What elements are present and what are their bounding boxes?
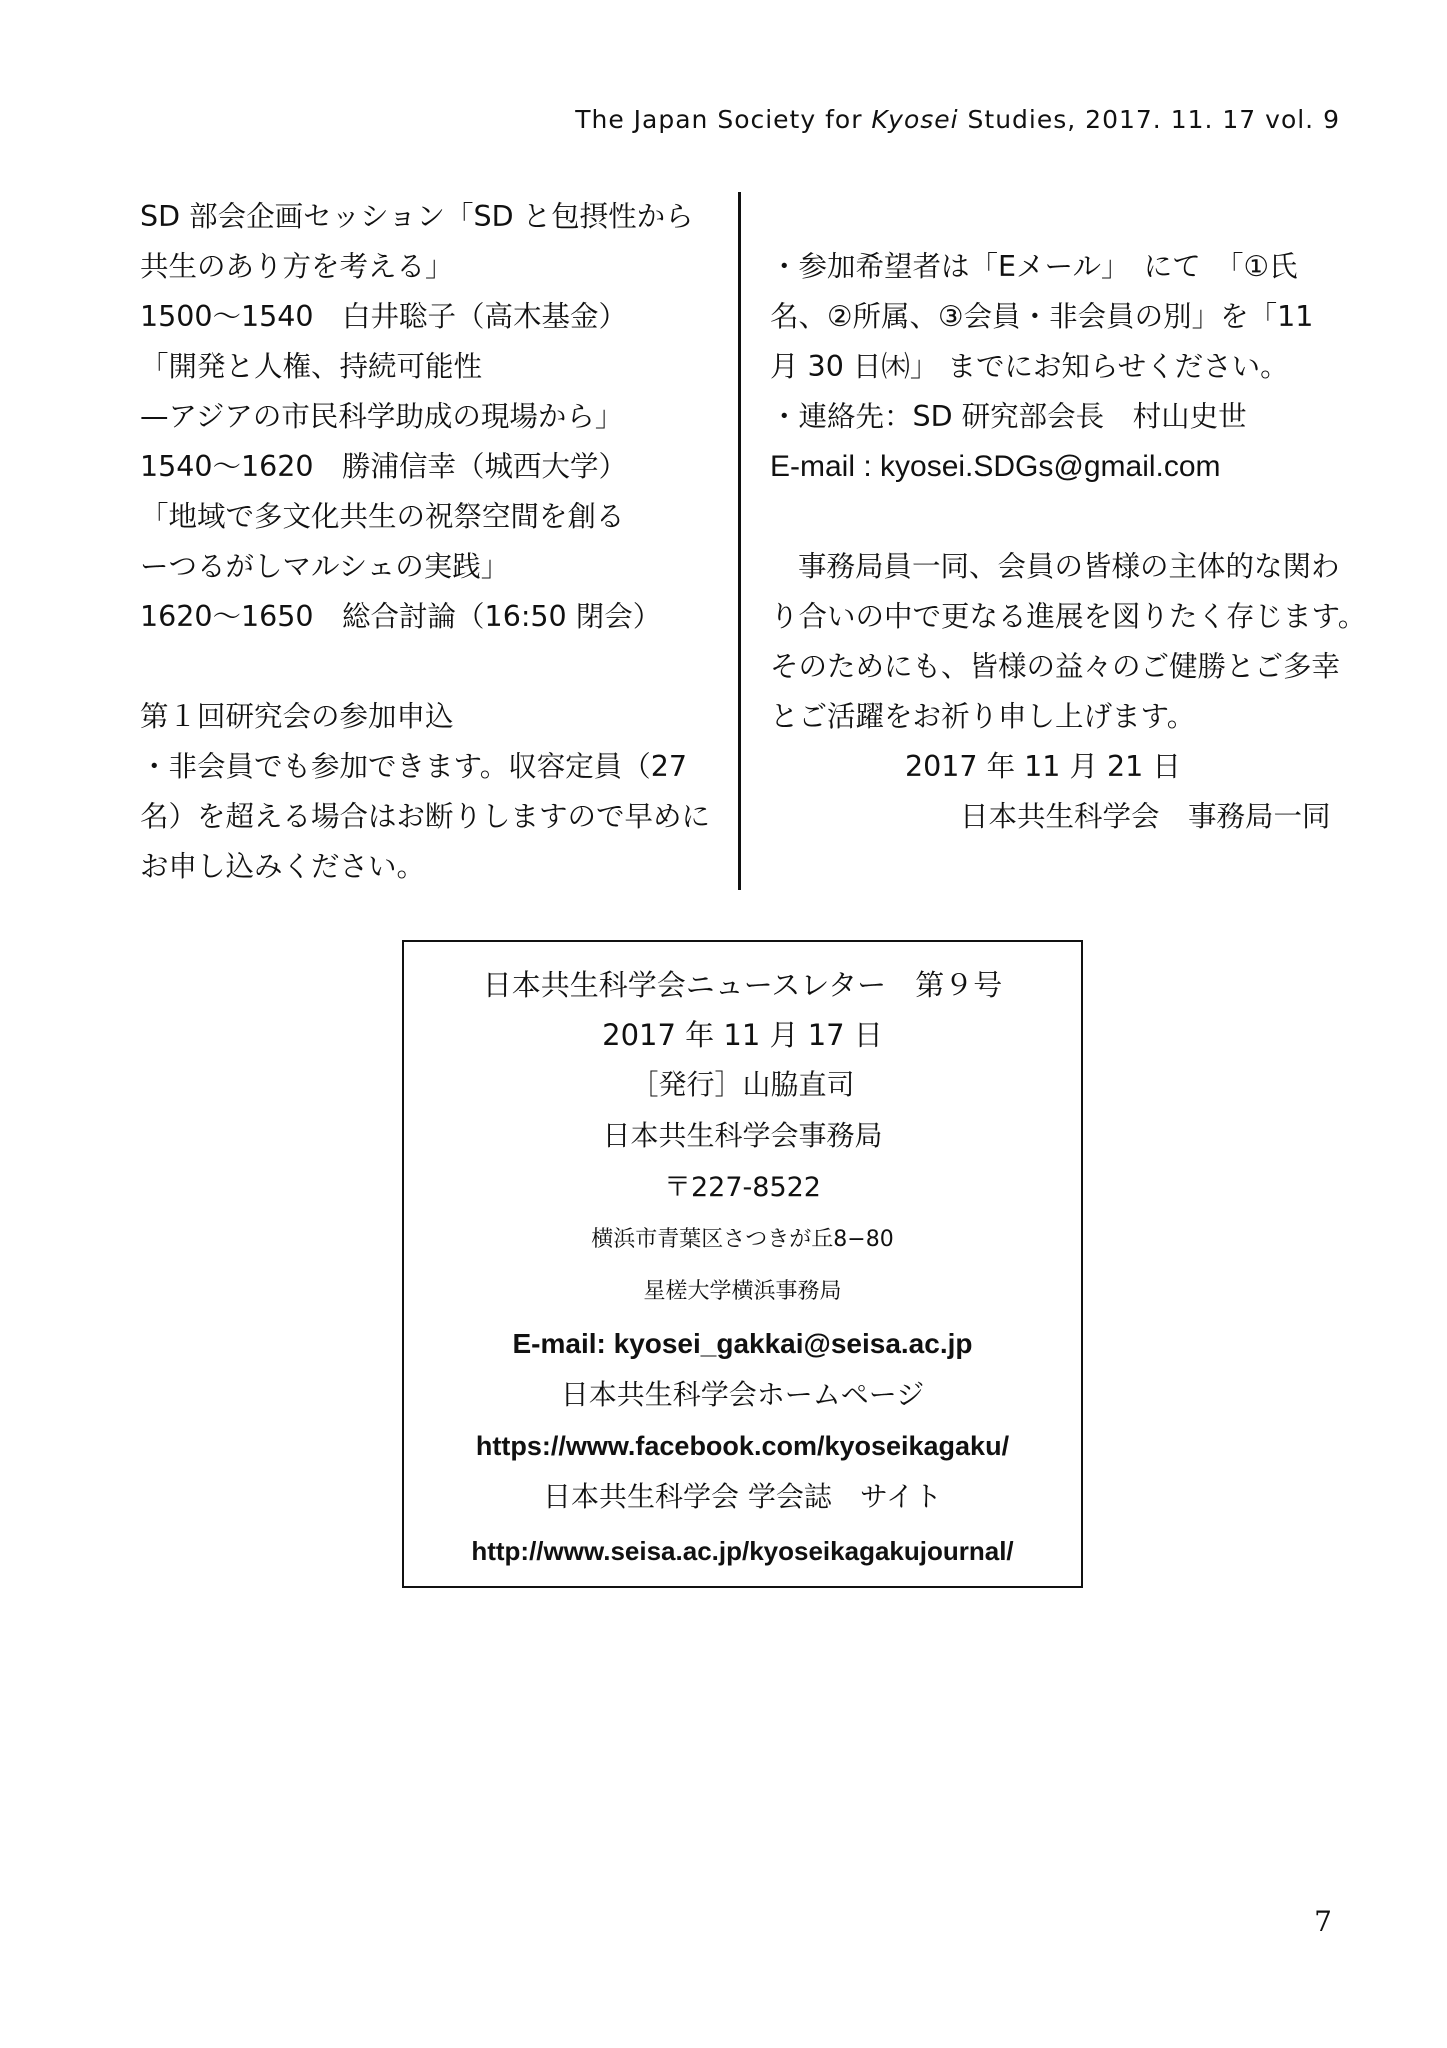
running-header (575, 105, 1340, 134)
header-suffix: Studies, 2017. 11. 17 vol. 9 (958, 105, 1340, 134)
registration-line-2: 名、②所属、③会員・非会員の別」を「11 (770, 300, 1314, 333)
discussion-time: 1620〜1650 総合討論（16:50 閉会） (140, 600, 662, 633)
column-divider (738, 192, 741, 890)
spacer (770, 192, 1330, 242)
newsletter-date: 2017 年 11 月 17 日 (602, 1018, 883, 1052)
talk2-title-line-1: 「地域で多文化共生の祝祭空間を創る (140, 500, 625, 533)
right-column (770, 192, 1367, 842)
contact-email: E-mail : kyosei.SDGs@gmail.com (770, 450, 1221, 483)
message-line-3: そのためにも、皆様の益々のご健勝とご多幸 (770, 650, 1341, 683)
newsletter-title: 日本共生科学会ニュースレター 第９号 (482, 968, 1003, 1002)
message-line-4: とご活躍をお祈り申し上げます。 (770, 700, 1196, 733)
apply-heading: 第１回研究会の参加申込 (140, 700, 454, 733)
talk2-time: 1540〜1620 勝浦信幸（城西大学） (140, 450, 628, 483)
spacer (770, 492, 1330, 542)
newsletter-info-box (402, 940, 1083, 1588)
spacer (140, 642, 700, 692)
session-title-line-1: SD 部会企画セッション「SD と包摂性から (140, 200, 694, 233)
talk1-time: 1500〜1540 白井聡子（高木基金） (140, 300, 628, 333)
address: 横浜市青葉区さつきが丘8−80 (591, 1227, 894, 1252)
registration-line-3: 月 30 日㈭」 までにお知らせください。 (770, 350, 1289, 383)
message-line-2: り合いの中で更なる進展を図りたく存じます。 (770, 600, 1367, 633)
page-number: 7 (1314, 1905, 1332, 1938)
office-email[interactable]: E-mail: kyosei_gakkai@seisa.ac.jp (512, 1328, 973, 1359)
registration-line-1: ・参加希望者は「Eメール」 にて 「①氏 (770, 250, 1298, 283)
homepage-label: 日本共生科学会ホームページ (560, 1378, 925, 1411)
office-name: 日本共生科学会事務局 (602, 1119, 883, 1152)
journal-label: 日本共生科学会 学会誌 サイト (543, 1480, 942, 1513)
journal-url[interactable]: http://www.seisa.ac.jp/kyoseikagakujournal/ (471, 1536, 1014, 1566)
header-italic: Kyosei (871, 105, 959, 134)
apply-line-2: 名）を超える場合はお断りしますので早めに (140, 800, 711, 833)
talk2-title-line-2: ーつるがしマルシェの実践」 (140, 550, 510, 583)
message-signature: 日本共生科学会 事務局一同 (960, 800, 1331, 833)
apply-line-3: お申し込みください。 (140, 850, 426, 883)
message-line-1: 事務局員一同、会員の皆様の主体的な関わ (798, 550, 1340, 583)
homepage-url[interactable]: https://www.facebook.com/kyoseikagaku/ (475, 1431, 1010, 1461)
university-office: 星槎大学横浜事務局 (643, 1279, 842, 1304)
talk1-title-line-1: 「開発と人権、持続可能性 (140, 350, 483, 383)
publisher: ［発行］山脇直司 (630, 1068, 855, 1101)
contact-line: ・連絡先：SD 研究部会長 村山史世 (770, 400, 1247, 433)
postal-code: 〒227-8522 (664, 1172, 821, 1203)
message-date: 2017 年 11 月 21 日 (905, 750, 1181, 783)
apply-line-1: ・非会員でも参加できます。収容定員（27 (140, 750, 687, 783)
session-title-line-2: 共生のあり方を考える」 (140, 250, 454, 283)
talk1-title-line-2: —アジアの市民科学助成の現場から」 (140, 400, 624, 433)
header-prefix: The Japan Society for (575, 105, 872, 134)
left-column (140, 192, 711, 892)
